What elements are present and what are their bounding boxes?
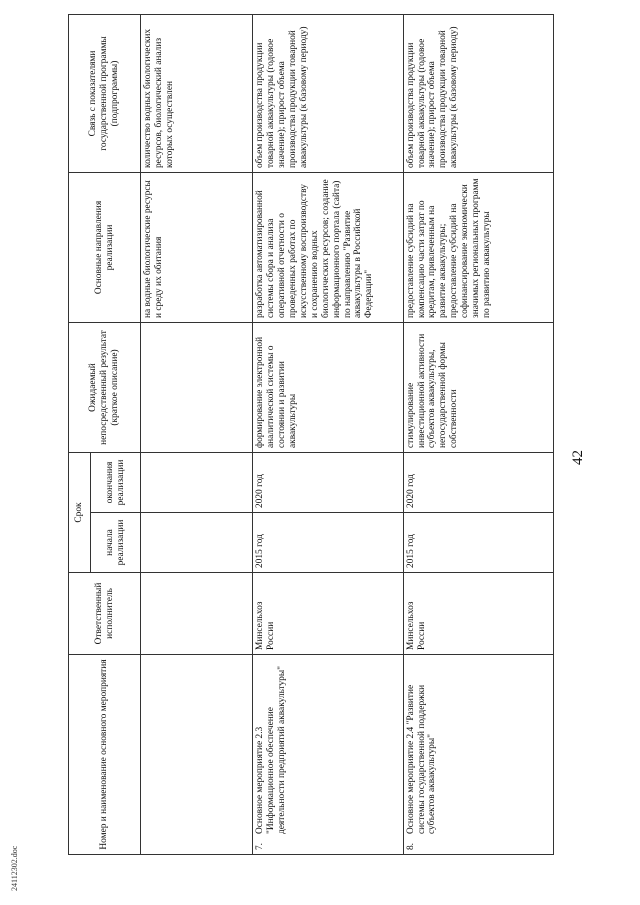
header-link: Связь с показателями государственной программы (подпрограммы) bbox=[69, 15, 141, 173]
cell-number-name bbox=[253, 655, 403, 855]
header-term: Срок bbox=[69, 453, 91, 573]
cell-directions: на водные биологические ресурсы и среду их обитания bbox=[141, 173, 253, 323]
header-end: окончания реализации bbox=[91, 453, 141, 513]
cell-result: стимулирование инвестиционной активности субъектов аквакультуры, негосударственной формы собственности bbox=[403, 323, 553, 453]
cell-directions: разработка автоматизированной системы сбора и анализа оперативной отчетности о проведенных работах по искусственному воспроизводству и сохранению водных биологических ресурсов; создание информационного портала (сайта) по направлению "Развитие аквакультуры в Российской Федерации" bbox=[253, 173, 403, 323]
page-number: 42 bbox=[570, 450, 586, 465]
table-row bbox=[253, 15, 403, 855]
activity-name: Основное мероприятие 2.3 "Информационное обеспечение деятельности предприятий аквакультуры" bbox=[255, 666, 288, 834]
activity-name: Основное мероприятие 2.4 "Развитие системы государственной поддержки субъектов аквакультуры" bbox=[405, 684, 438, 834]
table-row bbox=[403, 15, 553, 855]
cell-end bbox=[141, 453, 253, 513]
cell-result bbox=[141, 323, 253, 453]
header-number-name: Номер и наименование основного мероприятия bbox=[69, 655, 141, 855]
cell-end: 2020 год bbox=[253, 453, 403, 513]
cell-responsible: Минсельхоз России bbox=[403, 573, 553, 655]
cell-result: формирование электронной аналитической системы о состоянии и развитии аквакультуры bbox=[253, 323, 403, 453]
cell-link: объем производства продукции товарной аквакультуры (годовое значение); прирост объема производства продукции товарной аквакультуры (к базовому периоду) bbox=[253, 15, 403, 173]
row-number: 8. bbox=[405, 842, 416, 850]
cell-number-name bbox=[403, 655, 553, 855]
cell-start bbox=[141, 513, 253, 573]
cell-number-name bbox=[141, 655, 253, 855]
cell-directions: предоставление субсидий на компенсацию части затрат по кредитам, привлеченным на развитие аквакультуры; предоставление субсидий на софинансирование экономически значимых региональных программ по развитию аквакультуры bbox=[403, 173, 553, 323]
table-row bbox=[141, 15, 253, 855]
header-responsible: Ответственный исполнитель bbox=[69, 573, 141, 655]
cell-end: 2020 год bbox=[403, 453, 553, 513]
header-directions: Основные направления реализации bbox=[69, 173, 141, 323]
cell-start: 2015 год bbox=[253, 513, 403, 573]
document-id: 24112302.doc bbox=[10, 845, 19, 891]
header-start: начала реализации bbox=[91, 513, 141, 573]
header-result: Ожидаемый непосредственный результат (краткое описание) bbox=[69, 323, 141, 453]
cell-start: 2015 год bbox=[403, 513, 553, 573]
cell-link: объем производства продукции товарной аквакультуры (годовое значение); прирост объема производства продукции товарной аквакультуры (к базовому периоду) bbox=[403, 15, 553, 173]
cell-responsible bbox=[141, 573, 253, 655]
cell-responsible: Минсельхоз России bbox=[253, 573, 403, 655]
row-number: 7. bbox=[255, 842, 266, 850]
activities-table bbox=[68, 14, 554, 855]
cell-link: количество водных биологических ресурсов, биологический анализ которых осуществлен bbox=[141, 15, 253, 173]
